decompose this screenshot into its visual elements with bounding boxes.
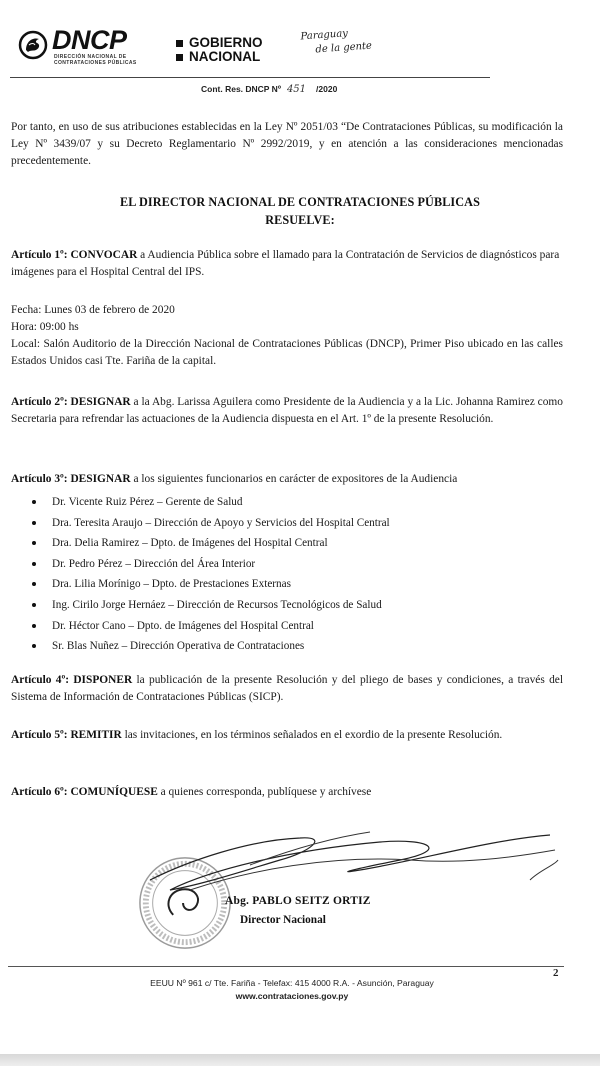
article-1-label: Artículo 1º: xyxy=(11,249,68,261)
official-entry: Dr. Héctor Cano – Dpto. de Imágenes del Hospital Central xyxy=(52,619,314,632)
article-5-action: REMITIR xyxy=(70,729,122,741)
footer-website[interactable]: www.contrataciones.gov.py xyxy=(235,991,349,1001)
resolution-reference xyxy=(201,84,337,95)
dncp-subtitle xyxy=(54,55,154,66)
article-2 xyxy=(11,394,563,428)
signatory-position: Director Nacional xyxy=(240,914,326,926)
official-entry: Sr. Blas Nuñez – Dirección Operativa de Contrataciones xyxy=(52,640,305,653)
officials-list xyxy=(30,492,390,657)
dncp-emblem-icon xyxy=(18,30,48,60)
footer-address: EEUU Nº 961 c/ Tte. Fariña - Telefax: 415 4000 R.A. - Asunción, Paraguay xyxy=(150,978,434,988)
bullet-icon xyxy=(32,603,36,607)
article-1-text: a Audiencia Pública sobre el llamado para la Contratación de Servicios de diagnósticos para imágenes para el Hospital Central del IPS. xyxy=(11,249,560,278)
list-item xyxy=(30,574,390,595)
event-date: Fecha: Lunes 03 de febrero de 2020 xyxy=(11,304,175,316)
paraguay-slogan xyxy=(300,26,372,59)
letterhead xyxy=(18,25,578,74)
article-4 xyxy=(11,672,563,706)
bullet-icon xyxy=(32,624,36,628)
preamble-paragraph: Por tanto, en uso de sus atribuciones establecidas en la Ley Nº 2051/03 “De Contrataciones Públicas, su modificación la Ley Nº 3439/07 y su Decreto Reglamentario Nº 2992/2019, y en atención a las consideraciones mencionadas precedentemente. xyxy=(11,121,563,167)
article-2-action: DESIGNAR xyxy=(70,396,131,408)
bullet-icon xyxy=(32,541,36,545)
article-4-text: la publicación de la presente Resolución y del pliego de bases y condiciones, a través del Sistema de Información de Contrataciones Públicas (SICP). xyxy=(11,674,563,703)
article-3-text: a los siguientes funcionarios en carácter de expositores de la Audiencia xyxy=(130,473,458,485)
article-6 xyxy=(11,784,563,801)
official-entry: Dra. Lilia Morínigo – Dpto. de Prestaciones Externas xyxy=(52,578,291,591)
official-entry: Dr. Pedro Pérez – Dirección del Área Interior xyxy=(52,557,256,570)
reference-year: /2020 xyxy=(316,84,338,94)
page-bottom-edge xyxy=(0,1054,600,1066)
slogan-line1: Paraguay xyxy=(300,28,349,43)
article-3 xyxy=(11,471,563,488)
dncp-logo xyxy=(18,25,148,68)
dncp-acronym: DNCP xyxy=(52,25,127,55)
signature-block xyxy=(130,830,560,955)
article-5 xyxy=(11,727,563,744)
bullet-icon xyxy=(32,521,36,525)
official-entry: Dr. Vicente Ruiz Pérez – Gerente de Salud xyxy=(52,496,243,508)
reference-prefix: Cont. Res. DNCP Nº xyxy=(201,84,281,94)
official-entry: Dra. Teresita Araujo – Dirección de Apoyo y Servicios del Hospital Central xyxy=(52,516,390,529)
resuelve-heading: RESUELVE: xyxy=(265,213,335,227)
article-6-text: a quienes corresponda, publíquese y archívese xyxy=(157,786,372,798)
article-3-action: DESIGNAR xyxy=(70,473,131,485)
article-6-action: COMUNÍQUESE xyxy=(70,786,158,798)
signatory-name: Abg. PABLO SEITZ ORTIZ xyxy=(225,895,371,907)
list-item xyxy=(30,616,390,637)
article-5-text: las invitaciones, en los términos señalados en el exordio de la presente Resolución. xyxy=(121,729,503,741)
article-2-text: a la Abg. Larissa Aguilera como Presidente de la Audiencia y a la Lic. Johanna Ramirez como Secretaria para refrendar las actuaciones de la Audiencia dispuesta en el Art. 1º de la presente Resolución. xyxy=(11,396,563,425)
handwritten-resolution-number: 451 xyxy=(286,84,307,95)
bullet-icon xyxy=(32,644,36,648)
dncp-subtitle-line2: CONTRATACIONES PÚBLICAS xyxy=(54,59,137,66)
event-time: Hora: 09:00 hs xyxy=(11,321,79,333)
list-item xyxy=(30,492,390,513)
list-item xyxy=(30,636,390,657)
dncp-subtitle-line1: DIRECCIÓN NACIONAL DE xyxy=(54,54,127,60)
article-3-label: Artículo 3º: xyxy=(11,473,68,485)
gobierno-nacional-logo xyxy=(176,36,263,64)
list-item xyxy=(30,554,390,575)
article-1-action: CONVOCAR xyxy=(70,249,138,261)
gobierno-text: GOBIERNO xyxy=(189,35,263,50)
header-divider xyxy=(10,77,490,78)
official-entry: Ing. Cirilo Jorge Hernáez – Dirección de Recursos Tecnológicos de Salud xyxy=(52,598,382,611)
resolution-heading: EL DIRECTOR NACIONAL DE CONTRATACIONES PÚBLICAS xyxy=(120,195,480,209)
official-entry: Dra. Delia Ramirez – Dpto. de Imágenes del Hospital Central xyxy=(52,537,328,550)
list-item xyxy=(30,533,390,554)
slogan-line2: de la gente xyxy=(315,40,373,56)
bullet-icon xyxy=(32,562,36,566)
square-bullet-icon xyxy=(176,54,183,61)
bullet-icon xyxy=(32,582,36,586)
square-bullet-icon xyxy=(176,40,183,47)
article-4-label: Artículo 4º: xyxy=(11,674,70,686)
article-6-label: Artículo 6º: xyxy=(11,786,68,798)
list-item xyxy=(30,595,390,616)
article-4-action: DISPONER xyxy=(73,674,133,686)
list-item xyxy=(30,513,390,534)
article-2-label: Artículo 2º: xyxy=(11,396,68,408)
bullet-icon xyxy=(32,500,36,504)
article-5-label: Artículo 5º: xyxy=(11,729,68,741)
article-1 xyxy=(11,247,563,281)
event-location: Local: Salón Auditorio de la Dirección Nacional de Contrataciones Públicas (DNCP), Primer Piso ubicado en las calles Estados Unidos casi Tte. Fariña de la capital. xyxy=(11,338,563,367)
page-number: 2 xyxy=(553,967,559,979)
nacional-text: NACIONAL xyxy=(189,49,261,64)
footer-divider xyxy=(8,966,564,967)
